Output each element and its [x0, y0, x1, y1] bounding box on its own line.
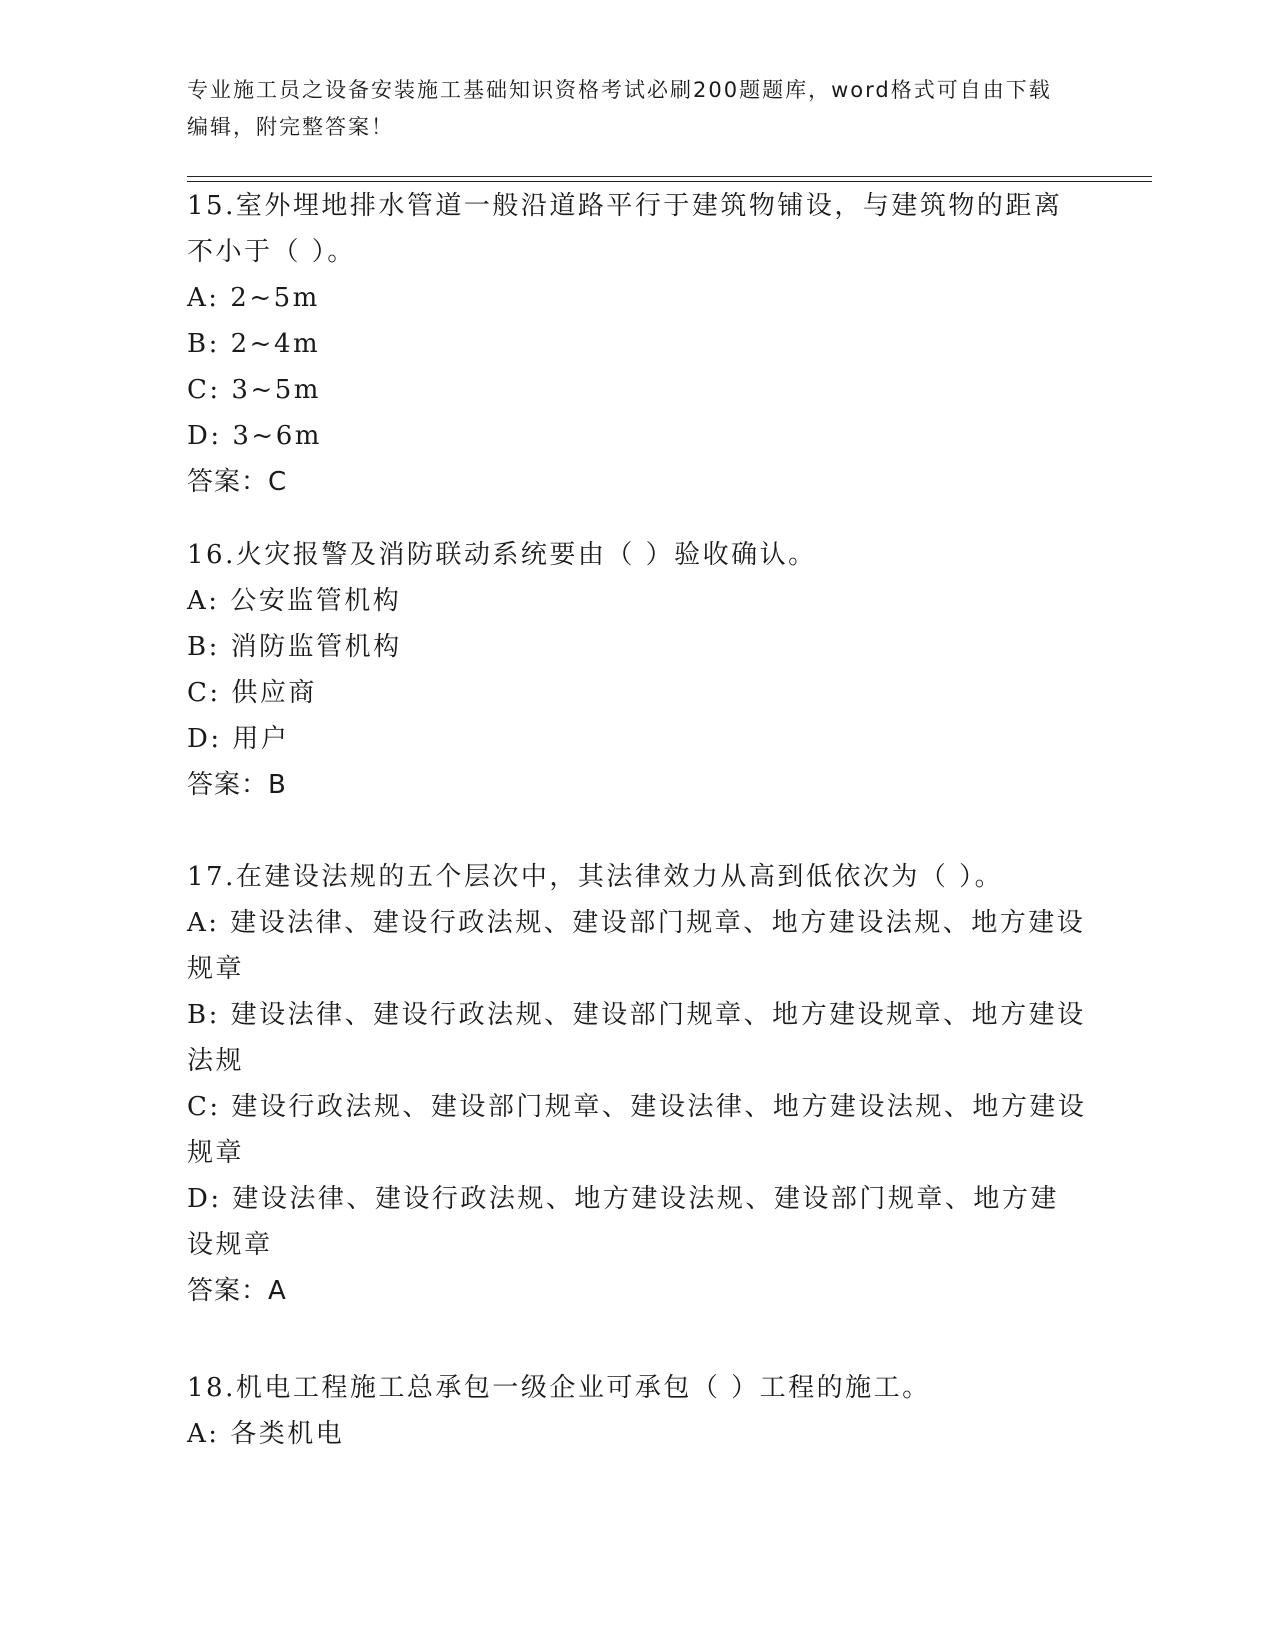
answer-label: 答案：A [187, 1276, 287, 1306]
question-15 [187, 183, 1087, 505]
option-b: B: 建设法律、建设行政法规、建设部门规章、地方建设规章、地方建设法规 [187, 1000, 1086, 1076]
question-18 [187, 1365, 1087, 1457]
answer-label: 答案：C [187, 467, 288, 497]
option-c: C: 3~5m [187, 375, 321, 405]
question-text: 16.火灾报警及消防联动系统要由（ ）验收确认。 [187, 540, 817, 570]
question-16 [187, 532, 1087, 808]
answer-label: 答案：B [187, 770, 287, 800]
option-a: A: 建设法律、建设行政法规、建设部门规章、地方建设法规、地方建设规章 [187, 908, 1086, 984]
question-text: 15.室外埋地排水管道一般沿道路平行于建筑物铺设，与建筑物的距离不小于（ ）。 [187, 191, 1063, 267]
header-divider-bottom [187, 181, 1152, 182]
document-header: 专业施工员之设备安装施工基础知识资格考试必刷200题题库，word格式可自由下载编辑，附完整答案！ [187, 78, 1052, 139]
header-divider-top [187, 176, 1152, 177]
option-b: B: 2~4m [187, 329, 321, 359]
option-a: A: 2~5m [187, 283, 320, 313]
option-a: A: 公安监管机构 [187, 586, 402, 616]
question-text: 17.在建设法规的五个层次中，其法律效力从高到低依次为（ ）。 [187, 862, 1004, 892]
option-c: C: 建设行政法规、建设部门规章、建设法律、地方建设法规、地方建设规章 [187, 1092, 1087, 1168]
option-d: D: 建设法律、建设行政法规、地方建设法规、建设部门规章、地方建设规章 [187, 1184, 1059, 1260]
option-b: B: 消防监管机构 [187, 632, 402, 662]
option-d: D: 3~6m [187, 421, 322, 451]
option-a: A: 各类机电 [187, 1419, 345, 1449]
question-text: 18.机电工程施工总承包一级企业可承包（ ）工程的施工。 [187, 1373, 931, 1403]
question-17 [187, 854, 1087, 1314]
option-d: D: 用户 [187, 724, 290, 754]
option-c: C: 供应商 [187, 678, 317, 708]
